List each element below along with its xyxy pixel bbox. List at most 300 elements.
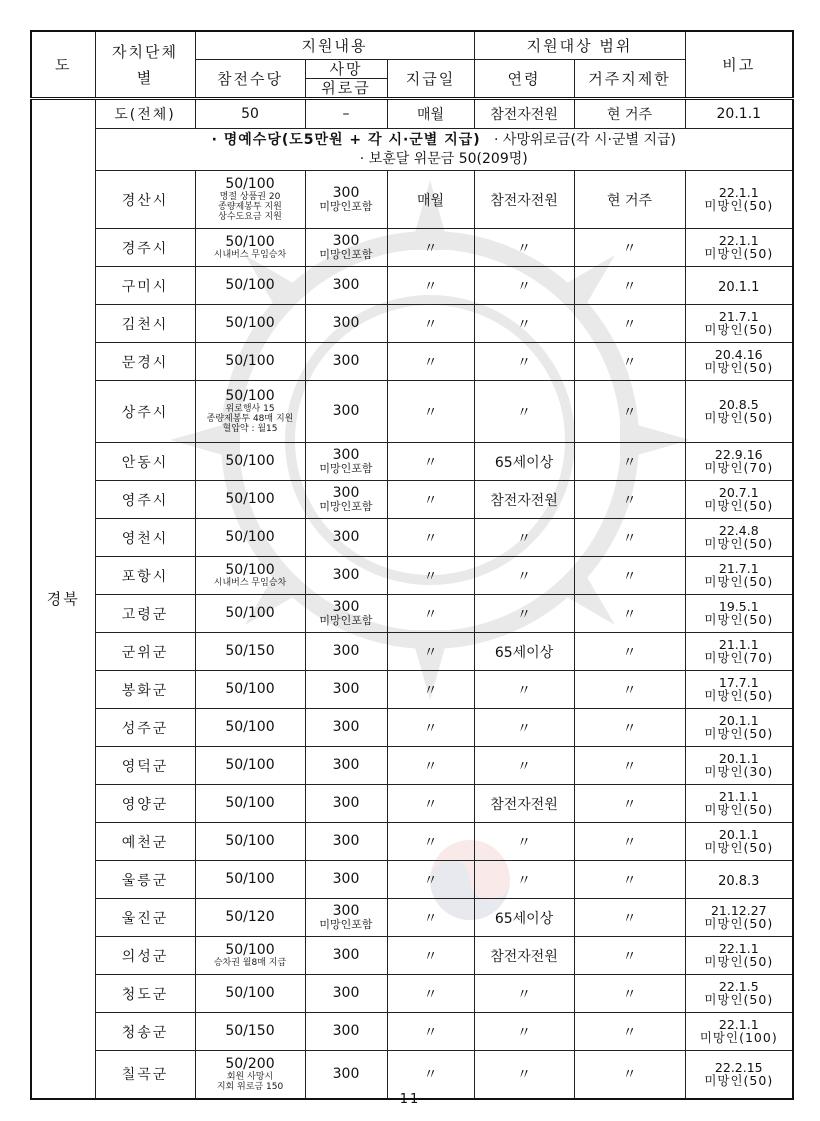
remark-widow: 미망인(50) <box>704 360 774 375</box>
death-cell <box>305 519 387 557</box>
age-cell: 〃 <box>474 343 574 381</box>
remark-widow: 미망인(100) <box>699 1030 778 1045</box>
remark-date: 20.1.1 <box>718 827 759 842</box>
pay-day-cell: 〃 <box>387 709 474 747</box>
summary-line-1 <box>96 131 793 150</box>
residence-cell: 현 거주 <box>574 99 685 129</box>
age-cell: 〃 <box>474 595 574 633</box>
pay-day-cell: 〃 <box>387 381 474 443</box>
remark-date: 22.1.5 <box>718 979 759 994</box>
residence-cell: 〃 <box>574 305 685 343</box>
death-value: 300 <box>332 353 360 369</box>
death-value: 300 <box>332 681 360 697</box>
death-value: 300 <box>332 1023 360 1039</box>
table-row <box>31 557 793 595</box>
table-row <box>31 595 793 633</box>
death-value: 300 <box>332 485 360 501</box>
allowance-note: 시내버스 무임승차 <box>213 578 287 588</box>
region-cell: 포항시 <box>95 557 195 595</box>
death-cell <box>305 937 387 975</box>
page-number: - 11 - <box>386 1092 434 1107</box>
death-value: 300 <box>332 403 360 419</box>
remark-cell <box>685 481 793 519</box>
region-cell: 성주군 <box>95 709 195 747</box>
death-value: 300 <box>332 529 360 545</box>
allowance-cell <box>195 975 305 1013</box>
age-cell: 〃 <box>474 381 574 443</box>
remark-widow: 미망인(50) <box>704 840 774 855</box>
allowance-cell <box>195 823 305 861</box>
age-cell: 〃 <box>474 229 574 267</box>
pay-day-cell: 〃 <box>387 443 474 481</box>
allowance-value: 50/100 <box>225 176 275 192</box>
allowance-value: 50/100 <box>225 985 275 1001</box>
remark-widow: 미망인(50) <box>704 726 774 741</box>
residence-cell: 〃 <box>574 1051 685 1099</box>
allowance-value: 50/100 <box>225 757 275 773</box>
allowance-note: 혈압약 : 월15 <box>222 424 278 434</box>
header-local-gov-line1: 자치단체 <box>112 42 178 61</box>
residence-cell: 〃 <box>574 557 685 595</box>
pay-day-cell: 〃 <box>387 595 474 633</box>
remark-cell: 20.1.1 <box>685 99 793 129</box>
allowance-cell <box>195 633 305 671</box>
residence-cell: 현 거주 <box>574 171 685 229</box>
remark-date: 21.7.1 <box>718 309 759 324</box>
pay-day-cell: 〃 <box>387 1051 474 1099</box>
table-row <box>31 823 793 861</box>
remark-date: 17.7.1 <box>718 675 759 690</box>
region-cell: 봉화군 <box>95 671 195 709</box>
region-cell: 상주시 <box>95 381 195 443</box>
death-cell <box>305 595 387 633</box>
residence-cell: 〃 <box>574 671 685 709</box>
remark-date: 22.1.1 <box>718 233 759 248</box>
age-cell: 참전자전원 <box>474 937 574 975</box>
allowance-cell <box>195 747 305 785</box>
allowance-value: 50/120 <box>225 909 275 925</box>
pay-day-cell: 매월 <box>387 171 474 229</box>
death-value: 300 <box>332 795 360 811</box>
header-do: 도 <box>31 31 95 99</box>
allowance-cell <box>195 785 305 823</box>
allowance-value: 50/100 <box>225 719 275 735</box>
death-cell <box>305 381 387 443</box>
age-cell: 65세이상 <box>474 899 574 937</box>
residence-cell: 〃 <box>574 861 685 899</box>
death-cell <box>305 481 387 519</box>
header-local-gov-line2: 별 <box>136 68 154 87</box>
death-cell <box>305 899 387 937</box>
remark-cell <box>685 595 793 633</box>
region-cell: 도(전체) <box>95 99 195 129</box>
table-row <box>31 267 793 305</box>
allowance-cell: 50 <box>195 99 305 129</box>
pay-day-cell: 〃 <box>387 633 474 671</box>
remark-date: 19.5.1 <box>718 599 759 614</box>
header-support-target: 지원대상 범위 <box>474 31 685 60</box>
remark-date: 22.1.1 <box>718 1017 759 1032</box>
allowance-value: 50/100 <box>225 795 275 811</box>
death-note: 미망인포함 <box>319 200 373 213</box>
death-value: 300 <box>332 1065 360 1082</box>
remark-date: 22.1.1 <box>718 941 759 956</box>
death-cell <box>305 823 387 861</box>
death-cell <box>305 633 387 671</box>
remark-widow: 미망인(30) <box>704 764 774 779</box>
age-cell: 65세이상 <box>474 443 574 481</box>
death-cell: – <box>305 99 387 129</box>
allowance-value: 50/100 <box>225 277 275 293</box>
remark-cell <box>685 709 793 747</box>
allowance-cell <box>195 557 305 595</box>
region-cell: 경주시 <box>95 229 195 267</box>
remark-cell <box>685 899 793 937</box>
table-row <box>31 1013 793 1051</box>
remark-cell <box>685 267 793 305</box>
death-cell <box>305 267 387 305</box>
remark-cell <box>685 557 793 595</box>
remark-cell <box>685 975 793 1013</box>
age-cell: 〃 <box>474 305 574 343</box>
remark-cell <box>685 633 793 671</box>
table-row <box>31 937 793 975</box>
table-row <box>31 747 793 785</box>
table-row <box>31 671 793 709</box>
death-value: 300 <box>332 447 360 463</box>
residence-cell: 〃 <box>574 747 685 785</box>
death-note: 미망인포함 <box>319 614 373 627</box>
age-cell: 〃 <box>474 975 574 1013</box>
allowance-note: 종량제봉투 지원 <box>218 202 282 212</box>
remark-date: 22.4.8 <box>718 523 759 538</box>
allowance-value: 50/100 <box>225 315 275 331</box>
residence-cell: 〃 <box>574 381 685 443</box>
age-cell: 65세이상 <box>474 633 574 671</box>
remark-cell <box>685 671 793 709</box>
pay-day-cell: 〃 <box>387 557 474 595</box>
age-cell: 〃 <box>474 671 574 709</box>
remark-cell <box>685 343 793 381</box>
remark-widow: 미망인(50) <box>704 198 774 213</box>
residence-cell: 〃 <box>574 975 685 1013</box>
allowance-note: 시내버스 무임승차 <box>213 250 287 260</box>
age-cell: 참전자전원 <box>474 785 574 823</box>
death-note: 미망인포함 <box>319 500 373 513</box>
death-value: 300 <box>332 567 360 583</box>
allowance-note: 회원 사망시 <box>226 1071 274 1082</box>
remark-cell <box>685 229 793 267</box>
allowance-value: 50/150 <box>225 643 275 659</box>
allowance-cell <box>195 305 305 343</box>
allowance-cell <box>195 171 305 229</box>
age-cell: 참전자전원 <box>474 171 574 229</box>
allowance-value: 50/100 <box>225 353 275 369</box>
residence-cell: 〃 <box>574 595 685 633</box>
death-cell <box>305 229 387 267</box>
region-cell: 울진군 <box>95 899 195 937</box>
allowance-value: 50/100 <box>225 234 275 250</box>
death-cell <box>305 861 387 899</box>
table-row <box>31 899 793 937</box>
region-cell: 영양군 <box>95 785 195 823</box>
remark-date: 22.2.15 <box>714 1059 763 1075</box>
allowance-note: 위로행사 15 <box>225 404 275 414</box>
allowance-value: 50/100 <box>225 833 275 849</box>
pay-day-cell: 〃 <box>387 481 474 519</box>
age-cell: 〃 <box>474 1013 574 1051</box>
residence-cell: 〃 <box>574 343 685 381</box>
death-value: 300 <box>332 233 360 249</box>
age-cell: 〃 <box>474 823 574 861</box>
header-residence: 거주지제한 <box>574 60 685 99</box>
death-value: 300 <box>332 985 360 1001</box>
remark-widow: 미망인(50) <box>704 410 774 425</box>
remark-date: 21.1.1 <box>718 637 759 652</box>
remark-widow: 미망인(50) <box>704 688 774 703</box>
allowance-value: 50/100 <box>225 871 275 887</box>
death-cell <box>305 343 387 381</box>
residence-cell: 〃 <box>574 1013 685 1051</box>
remark-widow: 미망인(70) <box>704 460 774 475</box>
region-cell: 영주시 <box>95 481 195 519</box>
table-row <box>31 785 793 823</box>
remark-widow: 미망인(50) <box>704 916 774 931</box>
death-cell <box>305 975 387 1013</box>
region-cell: 영천시 <box>95 519 195 557</box>
table-row <box>31 171 793 229</box>
region-cell: 고령군 <box>95 595 195 633</box>
allowance-value: 50/100 <box>225 562 275 578</box>
summary-death-consolation: · 사망위로금(각 시·군별 지급) <box>494 131 676 148</box>
header-remarks: 비고 <box>685 31 793 99</box>
death-cell <box>305 443 387 481</box>
death-cell <box>305 1013 387 1051</box>
remark-widow: 미망인(50) <box>704 802 774 817</box>
remark-date: 21.12.27 <box>710 903 767 918</box>
allowance-cell <box>195 343 305 381</box>
age-cell: 〃 <box>474 861 574 899</box>
allowance-cell <box>195 481 305 519</box>
table-row <box>31 633 793 671</box>
death-value: 300 <box>332 947 360 963</box>
death-value: 300 <box>332 833 360 849</box>
death-value: 300 <box>332 277 360 293</box>
table-row <box>31 519 793 557</box>
remark-date: 20.1.1 <box>718 280 760 295</box>
residence-cell: 〃 <box>574 229 685 267</box>
remark-cell <box>685 823 793 861</box>
pay-day-cell: 매월 <box>387 99 474 129</box>
allowance-value: 50/100 <box>225 388 275 404</box>
allowance-value: 50/100 <box>225 529 275 545</box>
age-cell: 참전자전원 <box>474 481 574 519</box>
header-support-content: 지원내용 <box>195 31 474 60</box>
region-cell: 의성군 <box>95 937 195 975</box>
allowance-cell <box>195 861 305 899</box>
death-value: 300 <box>332 871 360 887</box>
allowance-cell <box>195 443 305 481</box>
remark-widow: 미망인(50) <box>704 246 774 261</box>
allowance-note: 명절 상품권 20 <box>219 192 281 202</box>
residence-cell: 〃 <box>574 937 685 975</box>
age-cell: 〃 <box>474 557 574 595</box>
header-age: 연령 <box>474 60 574 99</box>
death-value: 300 <box>332 599 360 615</box>
residence-cell: 〃 <box>574 823 685 861</box>
summary-cell <box>95 129 793 171</box>
pay-day-cell: 〃 <box>387 305 474 343</box>
table-row <box>31 229 793 267</box>
residence-cell: 〃 <box>574 899 685 937</box>
region-cell: 청송군 <box>95 1013 195 1051</box>
allowance-cell <box>195 229 305 267</box>
region-cell: 김천시 <box>95 305 195 343</box>
death-value: 300 <box>332 315 360 331</box>
pay-day-cell: 〃 <box>387 343 474 381</box>
header-allowance: 참전수당 <box>195 60 305 99</box>
residence-cell: 〃 <box>574 443 685 481</box>
remark-widow: 미망인(50) <box>704 536 774 551</box>
allowance-cell <box>195 519 305 557</box>
death-note: 미망인포함 <box>319 248 373 261</box>
age-cell: 〃 <box>474 747 574 785</box>
pay-day-cell: 〃 <box>387 785 474 823</box>
table-row <box>31 343 793 381</box>
allowance-value: 50/100 <box>225 491 275 507</box>
header-death-line2: 위로금 <box>306 78 387 97</box>
remark-cell <box>685 519 793 557</box>
table-row <box>31 861 793 899</box>
death-cell <box>305 171 387 229</box>
death-cell <box>305 305 387 343</box>
remark-widow: 미망인(50) <box>704 574 774 589</box>
allowance-cell <box>195 381 305 443</box>
death-cell <box>305 747 387 785</box>
pay-day-cell: 〃 <box>387 229 474 267</box>
remark-date: 20.8.3 <box>718 874 760 889</box>
header-pay-day: 지급일 <box>387 60 474 99</box>
residence-cell: 〃 <box>574 709 685 747</box>
table-row <box>31 975 793 1013</box>
table-row <box>31 305 793 343</box>
remark-cell <box>685 1013 793 1051</box>
region-cell: 예천군 <box>95 823 195 861</box>
remark-widow: 미망인(50) <box>704 322 774 337</box>
death-note: 미망인포함 <box>319 918 373 931</box>
region-cell: 울릉군 <box>95 861 195 899</box>
remark-date: 20.7.1 <box>718 485 759 500</box>
remark-cell <box>685 747 793 785</box>
remark-date: 20.1.1 <box>718 751 759 766</box>
death-note: 미망인포함 <box>319 462 373 475</box>
remark-date: 21.1.1 <box>718 789 759 804</box>
allowance-cell <box>195 671 305 709</box>
remark-widow: 미망인(50) <box>704 612 774 627</box>
allowance-cell <box>195 937 305 975</box>
pay-day-cell: 〃 <box>387 823 474 861</box>
remark-widow: 미망인(50) <box>704 992 774 1007</box>
allowance-value: 50/200 <box>225 1055 275 1072</box>
region-cell: 문경시 <box>95 343 195 381</box>
pay-day-cell: 〃 <box>387 519 474 557</box>
remark-cell <box>685 861 793 899</box>
age-cell: 참전자전원 <box>474 99 574 129</box>
table-row <box>31 443 793 481</box>
allowance-value: 50/100 <box>225 453 275 469</box>
region-cell: 안동시 <box>95 443 195 481</box>
region-cell: 청도군 <box>95 975 195 1013</box>
allowance-cell <box>195 267 305 305</box>
veteran-support-table <box>30 30 794 1100</box>
remark-date: 22.1.1 <box>718 185 759 200</box>
pay-day-cell: 〃 <box>387 671 474 709</box>
age-cell: 〃 <box>474 519 574 557</box>
header-local-gov <box>95 31 195 99</box>
remark-cell <box>685 305 793 343</box>
allowance-note: 승차권 월8매 지급 <box>213 958 287 968</box>
age-cell: 〃 <box>474 709 574 747</box>
death-cell <box>305 671 387 709</box>
table-row <box>31 381 793 443</box>
remark-widow: 미망인(50) <box>704 498 774 513</box>
death-cell <box>305 557 387 595</box>
region-cell: 구미시 <box>95 267 195 305</box>
remark-date: 22.9.16 <box>714 447 763 462</box>
allowance-note: 종량제봉투 48매 지원 <box>206 414 294 424</box>
allowance-value: 50/100 <box>225 942 275 958</box>
pay-day-cell: 〃 <box>387 975 474 1013</box>
remark-date: 20.8.5 <box>718 397 759 412</box>
age-cell: 〃 <box>474 267 574 305</box>
residence-cell: 〃 <box>574 519 685 557</box>
death-cell <box>305 785 387 823</box>
residence-cell: 〃 <box>574 633 685 671</box>
remark-date: 20.1.1 <box>718 713 759 728</box>
allowance-note: 지회 위로금 150 <box>216 1081 284 1092</box>
summary-honor-allowance: · 명예수당(도5만원 + 각 시·군별 지급) <box>211 131 481 148</box>
residence-cell: 〃 <box>574 267 685 305</box>
remark-widow: 미망인(70) <box>704 650 774 665</box>
death-value: 300 <box>332 903 360 919</box>
header-death-consolation <box>305 60 387 99</box>
pay-day-cell: 〃 <box>387 899 474 937</box>
region-cell: 칠곡군 <box>95 1051 195 1099</box>
remark-widow: 미망인(50) <box>704 954 774 969</box>
allowance-value: 50/100 <box>225 605 275 621</box>
allowance-cell <box>195 1013 305 1051</box>
death-value: 300 <box>332 643 360 659</box>
pay-day-cell: 〃 <box>387 747 474 785</box>
remark-date: 21.7.1 <box>718 561 759 576</box>
table-row <box>31 709 793 747</box>
pay-day-cell: 〃 <box>387 267 474 305</box>
residence-cell: 〃 <box>574 481 685 519</box>
pay-day-cell: 〃 <box>387 1013 474 1051</box>
allowance-value: 50/150 <box>225 1023 275 1039</box>
remark-cell <box>685 171 793 229</box>
death-value: 300 <box>332 185 360 201</box>
allowance-cell <box>195 899 305 937</box>
pay-day-cell: 〃 <box>387 937 474 975</box>
death-cell <box>305 709 387 747</box>
death-value: 300 <box>332 757 360 773</box>
region-cell: 경산시 <box>95 171 195 229</box>
table-row <box>31 481 793 519</box>
remark-cell <box>685 785 793 823</box>
remark-cell <box>685 937 793 975</box>
remark-cell <box>685 443 793 481</box>
